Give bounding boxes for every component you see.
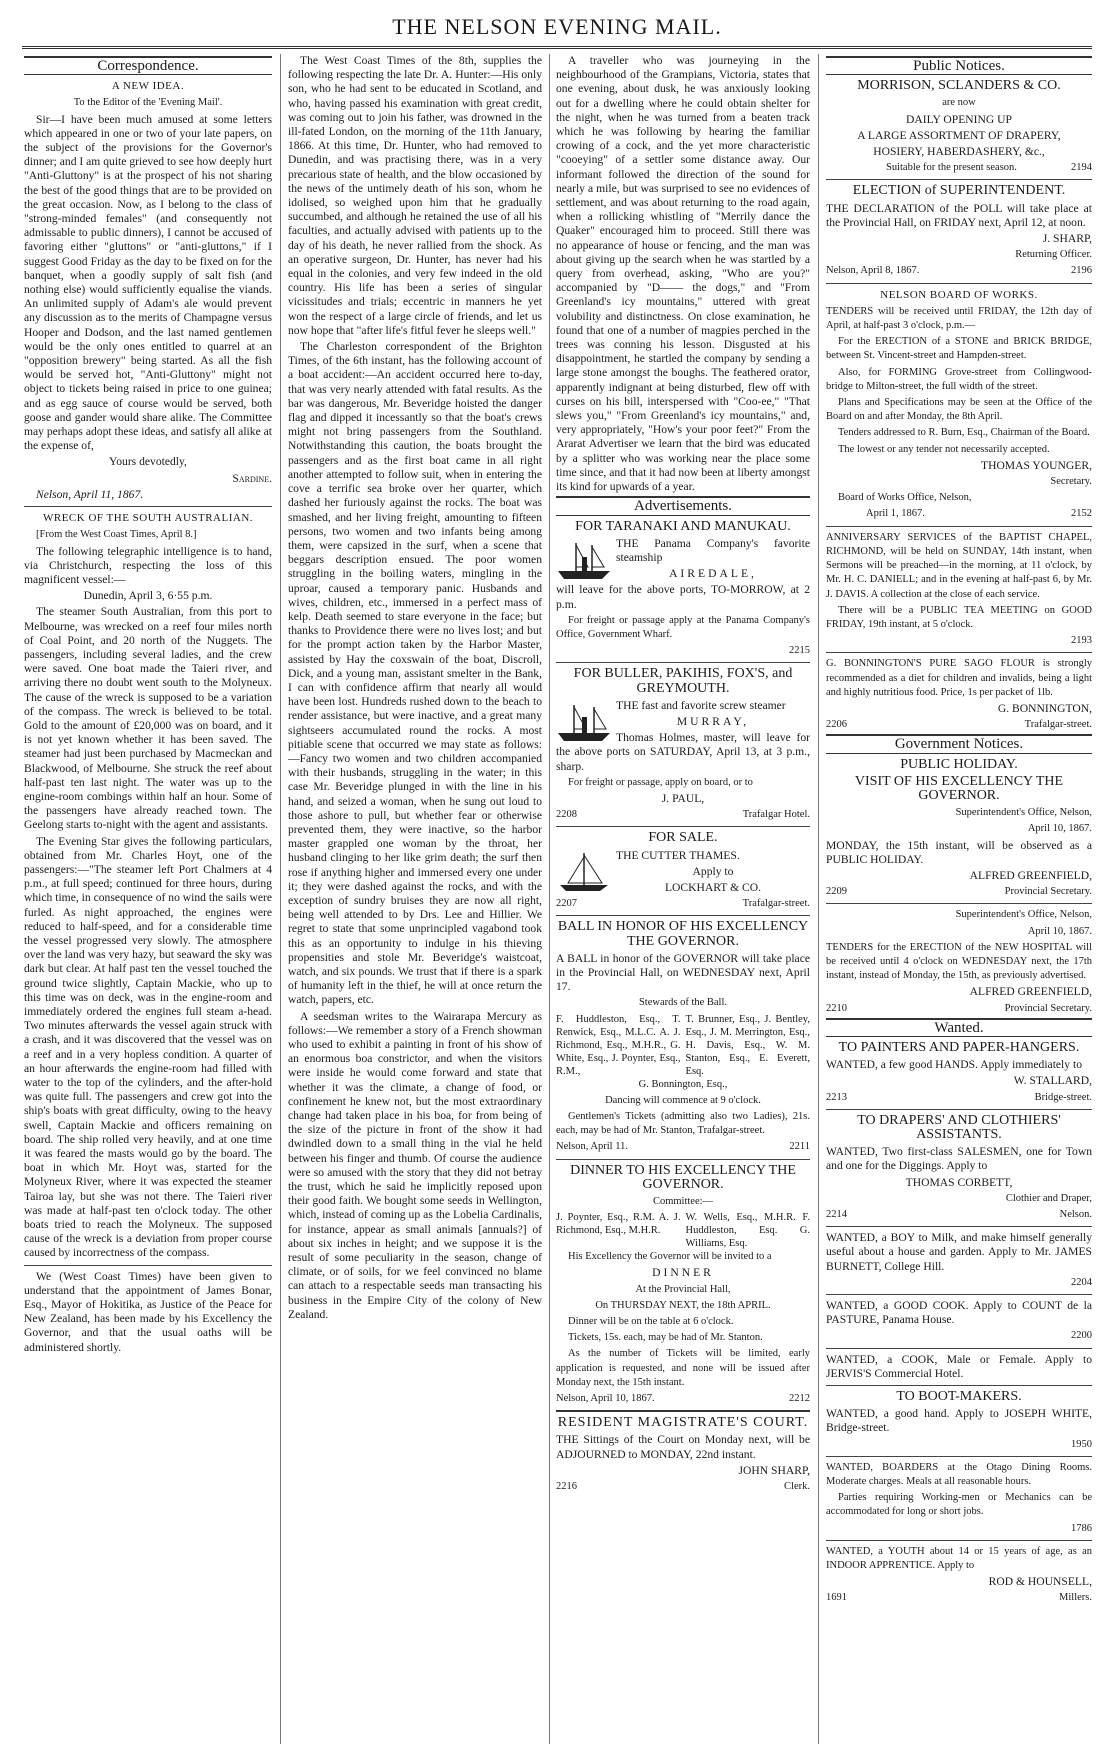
wanted-number: 2214 bbox=[826, 1209, 847, 1221]
ship-name: AIREDALE, bbox=[669, 567, 757, 581]
column-3 bbox=[556, 54, 810, 1744]
wanted-number: 1786 bbox=[1071, 1522, 1092, 1534]
signature: Sardine. bbox=[232, 471, 272, 485]
column-divider bbox=[280, 54, 281, 1744]
wanted-title: TO BOOT-MAKERS. bbox=[896, 1389, 1022, 1405]
ad-address: Trafalgar Hotel. bbox=[742, 809, 810, 821]
ad-title: FOR SALE. bbox=[648, 830, 718, 846]
paragraph: The West Coast Times of the 8th, supplies the following respecting the late Dr. A. Hunter:—His only son, who he had sent to be educated in Scotland, and who, having passed his examination with great credit, was coming out to join his father, was drowned in the ill-fated London, on the morning of the 11th January, 1866. At this time, Dr. Hunter, who had removed to Dunedin, and was practising there, was in a very precarious state of health, and the blow occasioned by the news of the untimely death of his son, whom he idolised, so weighed upon him that he gradually succumbed, and although he retained the use of all his faculties, and actually advised with patients up to the day of his death, he never rallied from the shock. As an operative surgeon, Dr. Hunter, has never had his equal in the colonies, and very few indeed in the old country. His life has been a series of singular vicissitudes and trials; eccentric in manners he yet won the respect of a large circle of friends, and let us now hope that "after life's fitful fever he sleeps well." bbox=[288, 54, 542, 337]
wanted-signature: W. STALLARD, bbox=[1013, 1074, 1092, 1088]
divider bbox=[826, 179, 1092, 180]
ad-text: His Excellency the Governor will be invited to a bbox=[568, 1251, 772, 1263]
section-heading: Wanted. bbox=[826, 1018, 1092, 1037]
ad-text: THE Sittings of the Court on Monday next, will be ADJOURNED to MONDAY, 22nd instant. bbox=[556, 1433, 810, 1461]
wanted-title: TO PAINTERS AND PAPER-HANGERS. bbox=[838, 1039, 1080, 1055]
ad-text: THE fast and favorite screw steamer bbox=[616, 698, 786, 712]
divider bbox=[826, 1348, 1092, 1349]
notice-number: 2209 bbox=[826, 886, 847, 898]
ad-text: Dancing will commence at 9 o'clock. bbox=[605, 1094, 761, 1106]
ad-date: Nelson, April 10, 1867. bbox=[556, 1393, 655, 1405]
ad-title: DINNER TO HIS EXCELLENCY THE GOVERNOR. bbox=[570, 1162, 796, 1192]
notice-title: PUBLIC HOLIDAY. bbox=[900, 756, 1018, 772]
notice-text: DAILY OPENING UP bbox=[906, 112, 1012, 126]
wanted-text: WANTED, a COOK, Male or Female. Apply to JERVIS'S Commercial Hotel. bbox=[826, 1352, 1092, 1380]
ad-date: Nelson, April 11. bbox=[556, 1141, 628, 1153]
ad-text: Apply to bbox=[692, 864, 734, 878]
divider bbox=[24, 1265, 272, 1266]
notice-signature: ALFRED GREENFIELD, bbox=[969, 868, 1092, 882]
notice-text: A LARGE ASSORTMENT OF DRAPERY, bbox=[857, 128, 1061, 142]
ad-text: Dinner will be on the table at 6 o'clock. bbox=[568, 1316, 734, 1328]
notice-signature-title: Secretary. bbox=[1050, 476, 1092, 488]
ad-number: 2208 bbox=[556, 809, 577, 821]
notice-title: ELECTION of SUPERINTENDENT. bbox=[852, 183, 1066, 199]
ad-subheading: Committee:— bbox=[652, 1196, 714, 1208]
ad-text: At the Provincial Hall, bbox=[635, 1283, 731, 1295]
ad-title: FOR TARANAKI AND MANUKAU. bbox=[575, 518, 791, 534]
notice-text: Tenders addressed to R. Burn, Esq., Chairman of the Board. bbox=[838, 427, 1090, 439]
stewards-right: T. Brunner, Esq., J. Bentley, Esq., J. M. Merrington, Esq., H. Davis, Esq., W. M. Stanton, Esq., E. Everett, Esq. bbox=[685, 1013, 810, 1077]
divider bbox=[826, 1540, 1092, 1541]
ad-text: THE CUTTER THAMES. bbox=[616, 848, 740, 862]
ad-number: 2211 bbox=[789, 1141, 810, 1153]
wanted-text: WANTED, a BOY to Milk, and make himself generally useful about a house and garden. Apply to Mr. JAMES BURNETT, College Hill. bbox=[826, 1231, 1092, 1273]
notice-date: April 1, 1867. bbox=[866, 508, 925, 520]
ship-icon bbox=[556, 701, 612, 745]
section-heading: Correspondence. bbox=[24, 56, 272, 75]
wanted-title: TO DRAPERS' AND CLOTHIERS' ASSISTANTS. bbox=[857, 1112, 1061, 1142]
divider bbox=[826, 1456, 1092, 1457]
wanted-text: WANTED, a GOOD COOK. Apply to COUNT de la PASTURE, Panama House. bbox=[826, 1299, 1092, 1327]
paragraph: The following telegraphic intelligence is to hand, via Christchurch, respecting the loss of this magnificent vessel:— bbox=[24, 544, 272, 586]
notice-text: TENDERS for the ERECTION of the NEW HOSPITAL will be received until 4 o'clock on WEDNESDAY next, the 17th instant, instead of Monday, the 15th, as previously advertised. bbox=[826, 941, 1092, 982]
divider bbox=[826, 1385, 1092, 1386]
divider bbox=[826, 283, 1092, 284]
ad-number: 2207 bbox=[556, 898, 577, 910]
divider bbox=[556, 915, 810, 916]
wanted-number: 2200 bbox=[1071, 1330, 1092, 1342]
paragraph: The Charleston correspondent of the Brighton Times, of the 6th instant, has the following account of a boat accident:—An accident occurred here to-day, that was very nearly attended with fatal results. As the bar was dangerous, Mr. Beveridge hoisted the danger flag and dipped it incessantly so that the boat's crews might not bring passengers from the Southland. Notwithstanding this caution, the boats brought the passengers and as the first boat came in all right another attempted to follow suit, when in entering the cove a terrific sea broke over her quarter, which dashed her furiously against the rocks. The boat was smashed, and her living freight, amounting to fifteen persons, two women and two infants being among them, were capsized in the surf, when a scene that beggars description ensued. The poor women struggling in the boiling waters, mingling in the uproar, caused a temporary panic. Husbands and wives, children, etc., immersed in a perfect mass of kelp. Death seemed to stare everyone in the face; but thanks to Providence there were no lives lost; and but for the prompt action taken by the Harbor Master, assisted by Hay the coxswain of the boat, Discroll, Dick, and a young man, assistant smelter in the Bank, I can with confidence affirm that nearly all would have been lost. Hundreds rushed down to the beach to render assistance, but were inactive, and a great many sightseers accumulated round the rocks. A most pitiable scene that occurred we may state as follows:—Fancy two women and two children accompanied with their husbands, struggling in the water; in this case Mr. Beveridge plunged in with the line in his hand, and seized a woman, when he sung out loud to those ashore to pull, but whether fear or otherwise prevented them, they were inactive, so the harbor master grappled one woman by the throat, her husband clinging to her like grim death; the surf then rose if anything higher and immersed every one under it; they were dashed against the rocks, and with the exception of sundry bruises they are now all right, being well attended to by Drs. Lee and Hillier. We regret to state that some unprincipled vagabond took this as an opportunity to indulge in his thieving propensities and stole Mr. Beveridge's waistcoat, watch, and six pounds. We trust that if there is a spark of humanity left in the thief, he will at once return the watch, papers, etc. bbox=[288, 340, 542, 1007]
notice-signature-title: Provincial Secretary. bbox=[1004, 1002, 1092, 1014]
wanted-number: 2204 bbox=[1071, 1276, 1092, 1288]
ad-signature-title: Clerk. bbox=[784, 1481, 810, 1493]
divider bbox=[826, 1294, 1092, 1295]
ad-address: Trafalgar-street. bbox=[742, 898, 810, 910]
notice-signature: J. SHARP, bbox=[1042, 232, 1092, 246]
notice-text: THE DECLARATION of the POLL will take place at the Provincial Hall, on FRIDAY next, April 12, at noon. bbox=[826, 201, 1092, 229]
wanted-address: Bridge-street. bbox=[1034, 1091, 1092, 1103]
source-note: [From the West Coast Times, April 8.] bbox=[36, 529, 197, 541]
masthead-rule bbox=[22, 46, 1092, 49]
notice-address: Trafalgar-street. bbox=[1024, 719, 1092, 731]
wanted-text: WANTED, BOARDERS at the Otago Dining Rooms. Moderate charges. Meals at all reasonable hours. bbox=[826, 1461, 1092, 1488]
ad-title: BALL IN HONOR OF HIS EXCELLENCY THE GOVERNOR. bbox=[557, 919, 809, 949]
article-title: WRECK OF THE SOUTH AUSTRALIAN. bbox=[42, 512, 254, 525]
ad-signature: LOCKHART & CO. bbox=[664, 880, 762, 894]
ad-text: For freight or passage apply at the Panama Company's Office, Government Wharf. bbox=[556, 614, 810, 640]
ad-subheading: Stewards of the Ball. bbox=[638, 997, 728, 1009]
paragraph: A seedsman writes to the Wairarapa Mercury as follows:—We remember a story of a French showman who used to exhibit a painting in front of his show of an enormous boa constrictor, and when the visitors were inside he would come forward and state that whether it was the climate, a change of food, or confinement he knew not, but the most extraordinary change had taken place in his boa, for from being of the size of the picture in front of the show it had dwindled down to a small thing in the vial he held between his finger and thumb. Of course the audience were so amused with the story that they did not betray the trust, which he said he implicitly reposed upon their good faith. We bought some seeds in Wellington, which, instead of coming up as the Lobelia Cardinalis, for instance, appear as small animals [annuals?] of about six inches in height; and we suppose it is the result of some peculiarity in the season, change of climate, or of soils, for we feel convinced no blame can attach to a respectable seeds man transacting his business in the Empire City of the colony of New Zealand. bbox=[288, 1009, 542, 1321]
notice-date: April 10, 1867. bbox=[1027, 925, 1092, 937]
paragraph: A traveller who was journeying in the neighbourhood of the Grampians, Victoria, states that one evening, about dusk, he was anxiously looking out for a dwelling where he could obtain shelter for the night, when he was turned from a beaten track which he was following by hearing the familiar crowing of a cock, and the yet more characteristic "cooeying" of a settler some distance away. Our informant followed the direction of the sound for nearly a mile, but was surprised to see no evidences of settlement, and was about returning to the road again, when a rollicking whistling of "Merrily dance the Quaker" encouraged him to proceed. Still there was no appearance of house or fencing, and the man was about giving up the search when he was startled by a query from overhead, asking, "Who are you?" accompanied by "D—— the dogs," and "From Greenland's icy mountains," uttered with great volubility and distinctness. On close examination, he found that one of a number of magpies perched in the trees was conning his lesson. Disgusted at his disappointment, he startled the company by sending a large stone amongst the boughs. The feathered orator, apparently indignant at being disturbed, flew off with curses on his bill, interspersed with "Coo-ee," "That slews you," "From Greenland's icy mountains," and, very appropriately, "How's your poor feet?" From the Ararat Advertiser we learn that the bird was educated by a splitter who was working near the place some time since, and that it had now been at liberty amongst its kind for upwards of a year. bbox=[556, 54, 810, 494]
divider bbox=[826, 526, 1092, 527]
masthead: THE NELSON EVENING MAIL. bbox=[392, 14, 722, 39]
notice-text: G. BONNINGTON'S PURE SAGO FLOUR is strongly recommended as a diet for children and invalids, being a light and highly nutritious food. Price, 1s per packet of 1lb. bbox=[826, 658, 1092, 698]
ad-text: THE Panama Company's favorite steamship bbox=[616, 536, 810, 564]
ad-cutter bbox=[556, 849, 810, 912]
notice-number: 2206 bbox=[826, 719, 847, 731]
committee-right: W. Wells, Esq., M.H.R. F. Huddleston, Esq. G. Williams, Esq. bbox=[685, 1212, 810, 1250]
wanted-text: WANTED, a good hand. Apply to JOSEPH WHITE, Bridge-street. bbox=[826, 1407, 1092, 1435]
notice-text: Also, for FORMING Grove-street from Collingwood-bridge to Milton-street, the full width of the street. bbox=[826, 366, 1092, 392]
notice-number: 2210 bbox=[826, 1002, 847, 1014]
stewards-left: F. Huddleston, Esq., T. Renwick, Esq., M.L.C. A. J. Richmond, Esq., M.H.R., G. White, Esq., J. Poynter, Esq., R.M., bbox=[556, 1013, 681, 1077]
notice-text: Suitable for the present season. bbox=[886, 162, 1017, 174]
ad-airedale bbox=[556, 537, 810, 659]
notice-office: Superintendent's Office, Nelson, bbox=[955, 909, 1092, 921]
paragraph: The Evening Star gives the following particulars, obtained from Mr. Charles Hoyt, one of the passengers:—"The steamer left Port Chalmers at 4 p.m., at full speed; continued for three hours, during which time, in consequence of no wind the sails were furled. As night approached, the engines were reduced to half-speed, and for a considerable time the vessel progressed very slowly. The atmosphere over the land was very hazy, but seaward the sky was dark but clear. At half past ten the vessel touched the ground twice slightly, Captain Mackie, who up to this time was on deck, was in the engine-room and immediately ordered the engines full steam a-head. Two minutes afterwards the vessel again struck with a crash, and it was discovered that the vessel was on a reef and in a very hopless condition. A quarter of an hour afterwards the engine-room had filled with water to the top of the cylinders, and the after-hold was quite full. The passengers and crew got into the ship's boats with great difficulty, owing to the heavy swell, Captain Mackie and officers remaining on board. The ship rolled very heavily, and at one time it was feared the masts would go by the board. The boat in which Mr. Hoyt was, started for the Molyneux River, where it was expected the steamer Tairoa lay, but she was not there. The Taieri river was made at half-past ten o'clock today. The other boats tried to reach the Molyneux. The supposed cause of the wreck is a deviation from proper course caused by incorrectness of the compass. bbox=[24, 834, 272, 1260]
ad-text: G. Bonnington, Esq., bbox=[638, 1078, 728, 1090]
notice-text: TENDERS will be received until FRIDAY, the 12th day of April, at half-past 3 o'clock, p.m.— bbox=[826, 305, 1092, 332]
divider bbox=[556, 1410, 810, 1412]
wanted-text: WANTED, a YOUTH about 14 or 15 years of age, as an INDOOR APPRENTICE. Apply to bbox=[826, 1545, 1092, 1572]
notice-office: Board of Works Office, Nelson, bbox=[838, 492, 972, 504]
notice-text: The lowest or any tender not necessarily accepted. bbox=[838, 443, 1050, 455]
column-2 bbox=[288, 54, 542, 1744]
section-heading: Public Notices. bbox=[826, 56, 1092, 75]
ad-number: 2216 bbox=[556, 1481, 577, 1493]
ad-text: A BALL in honor of the GOVERNOR will take place in the Provincial Hall, on WEDNESDAY next, April 17. bbox=[556, 951, 810, 994]
divider bbox=[826, 1109, 1092, 1110]
divider bbox=[556, 1159, 810, 1160]
ad-text: For freight or passage, apply on board, or to bbox=[568, 776, 753, 788]
notice-text: ANNIVERSARY SERVICES of the BAPTIST CHAPEL, RICHMOND, will be held on SUNDAY, 14th instant, when Sermons will be preached—in the morning, at 11 o'clock, by Mr. H. C. DANIELL; and in the evening at half-past 6, by Mr. J. DAVIS. A collection at the close of each service. bbox=[826, 531, 1092, 600]
notice-signature: ALFRED GREENFIELD, bbox=[969, 985, 1092, 999]
notice-signature: G. BONNINGTON, bbox=[997, 701, 1092, 715]
committee-list bbox=[556, 1211, 810, 1250]
notice-number: 2193 bbox=[1071, 635, 1092, 647]
notice-text: For the ERECTION of a STONE and BRICK BRIDGE, between St. Vincent-street and Hampden-street. bbox=[826, 336, 1092, 362]
stewards-list bbox=[556, 1013, 810, 1078]
notice-signature-title: Provincial Secretary. bbox=[1004, 886, 1092, 898]
divider bbox=[826, 1226, 1092, 1227]
notice-number: 2152 bbox=[1071, 508, 1092, 520]
column-4 bbox=[826, 54, 1092, 1744]
column-1 bbox=[24, 54, 272, 1744]
ship-icon bbox=[556, 539, 612, 583]
notice-text: Plans and Specifications may be seen at the Office of the Board on and after Monday, the 8th April. bbox=[826, 397, 1092, 423]
sign-off: Yours devotedly, bbox=[109, 455, 187, 469]
notice-date: Nelson, April 8, 1867. bbox=[826, 265, 920, 277]
ad-title: FOR BULLER, PAKIHIS, FOX'S, and GREYMOUTH. bbox=[573, 666, 793, 696]
notice-text: MONDAY, the 15th instant, will be observed as a PUBLIC HOLIDAY. bbox=[826, 838, 1092, 866]
notice-text: HOSIERY, HABERDASHERY, &c., bbox=[873, 145, 1045, 159]
article-title: A NEW IDEA. bbox=[111, 80, 185, 93]
ad-text: As the number of Tickets will be limited, early application is requested, and none will be issued after Monday next, the 15th instant. bbox=[556, 1348, 810, 1388]
paragraph: The steamer South Australian, from this port to Melbourne, was wrecked on a reef four miles north of Coal Point, and 20 north of the Nuggets. The passengers, including several ladies, and the crew were saved. One boat made the Taieri river, and arriving there no doubt went south to the Molyneux. The cause of the wreck is supposed to be a variation of the compass. The wreck is believed to be total. Gold to the amount of £20,000 was on board, and it is not yet known whether it has been saved. The steamer had just been purchased by Macmeckan and Blackwood, of Melbourne. She struck the reef about half-past ten last night. The water was up to the engine-room combings within half an hour. Some of the passengers have already reached town. The Geelong starts to-night with the agent and assistants. bbox=[24, 605, 272, 832]
divider bbox=[826, 903, 1092, 904]
letter-body: Sir—I have been much amused at some letters which appeared in one or two of your late papers, on the subject of the provisions for the Governor's dinner; and I am quite grieved to see how deeply hurt "Anti-Gluttony" is at the prospect of his not sharing the best of the good things that are to be provided on the great occasion. Now, as I belong to the class of "strong-minded females" (and consequently not admissable to public dinners), I cannot be accused of favoring either "gluttons" or "anti-gluttons," if I suggest Good Friday as the day to be fixed on for the banquet, when a goodly supply of salt fish (and nothing else) would sufficiently equalise the viands. An unlimited supply of Adam's ale would prevent any discussion as to the merits of Champagne versus Hooper and Dodson, and the last named gentlemen would be the only ones entitled to quarrel at an "opposition brewery" being started. As all the fish would be served hot, "Anti-Gluttony" might not object to tickets being raised in price to one guinea; and as egg sauce of course would be served, both goose and gander would share alike. The Committee may perhaps adopt these ideas, and satisfy all alike at the expense of, bbox=[24, 112, 272, 453]
wanted-text: Parties requiring Working-men or Mechanics can be accommodated for long or short jobs. bbox=[826, 1492, 1092, 1518]
ad-text: Tickets, 15s. each, may be had of Mr. Stanton. bbox=[568, 1332, 763, 1344]
paragraph: We (West Coast Times) have been given to understand that the appointment of James Bonar, Esq., Mayor of Hokitika, as Justice of the Peace for New Zealand, has been made by his Excellency the Governor, and that the usual oaths will be administered shortly. bbox=[24, 1269, 272, 1354]
wanted-number: 2213 bbox=[826, 1091, 847, 1103]
ad-signature: J. PAUL, bbox=[661, 791, 705, 805]
wanted-number: 1691 bbox=[826, 1592, 847, 1604]
notice-title: VISIT OF HIS EXCELLENCY THE GOVERNOR. bbox=[854, 773, 1064, 803]
notice-date: April 10, 1867. bbox=[1027, 823, 1092, 835]
ad-title: RESIDENT MAGISTRATE'S COURT. bbox=[557, 1415, 809, 1431]
wanted-text: WANTED, Two first-class SALESMEN, one for Town and one for the Diggings. Apply to bbox=[826, 1145, 1092, 1173]
notice-signature-title: Returning Officer. bbox=[1015, 249, 1092, 261]
wanted-signature-title: Clothier and Draper, bbox=[1005, 1192, 1092, 1204]
wanted-signature: ROD & HOUNSELL, bbox=[988, 1575, 1092, 1589]
salutation: To the Editor of the 'Evening Mail'. bbox=[73, 97, 223, 109]
ad-number: 2212 bbox=[789, 1393, 810, 1405]
notice-title: MORRISON, SCLANDERS & CO. bbox=[857, 78, 1061, 94]
notice-title: NELSON BOARD OF WORKS. bbox=[880, 288, 1038, 301]
section-heading: Advertisements. bbox=[556, 496, 810, 515]
notice-office: Superintendent's Office, Nelson, bbox=[955, 807, 1092, 819]
ad-text: On THURSDAY NEXT, the 18th APRIL. bbox=[595, 1299, 771, 1311]
wanted-address: Nelson. bbox=[1059, 1209, 1092, 1221]
ad-murray bbox=[556, 699, 810, 823]
divider bbox=[556, 662, 810, 663]
wanted-number: 1950 bbox=[1071, 1438, 1092, 1450]
ad-text: Gentlemen's Tickets (admitting also two Ladies), 21s. each, may be had of Mr. Stanton, Trafalgar-street. bbox=[556, 1111, 810, 1137]
wanted-signature-title: Millers. bbox=[1059, 1592, 1092, 1604]
section-heading: Government Notices. bbox=[826, 734, 1092, 753]
notice-text: are now bbox=[942, 97, 976, 109]
notice-text: There will be a PUBLIC TEA MEETING on GOOD FRIDAY, 19th instant, at 5 o'clock. bbox=[826, 604, 1092, 630]
ad-text: Thomas Holmes, master, will leave for the above ports on SATURDAY, April 13, at 3 p.m., sharp. bbox=[556, 731, 810, 773]
ad-text: will leave for the above ports, TO-MORROW, at 2 p.m. bbox=[556, 583, 810, 611]
notice-signature: THOMAS YOUNGER, bbox=[980, 458, 1092, 472]
column-divider bbox=[818, 54, 819, 1744]
committee-left: J. Poynter, Esq., R.M. A. J. Richmond, Esq., M.H.R. bbox=[556, 1212, 681, 1237]
wanted-signature: THOMAS CORBETT, bbox=[905, 1175, 1013, 1189]
dateline: Dunedin, April 3, 6·55 p.m. bbox=[83, 589, 213, 603]
ad-text: DINNER bbox=[652, 1266, 714, 1280]
ad-number: 2215 bbox=[789, 645, 810, 657]
column-divider bbox=[549, 54, 550, 1744]
divider bbox=[24, 506, 272, 507]
notice-number: 2194 bbox=[1071, 162, 1092, 174]
wanted-text: WANTED, a few good HANDS. Apply immediately to bbox=[826, 1058, 1082, 1072]
divider bbox=[826, 652, 1092, 653]
notice-number: 2196 bbox=[1071, 265, 1092, 277]
ship-name: MURRAY, bbox=[676, 714, 750, 728]
ad-signature: JOHN SHARP, bbox=[738, 1463, 810, 1477]
divider bbox=[556, 826, 810, 827]
ship-icon bbox=[556, 851, 612, 895]
dateline: Nelson, April 11, 1867. bbox=[36, 487, 144, 501]
